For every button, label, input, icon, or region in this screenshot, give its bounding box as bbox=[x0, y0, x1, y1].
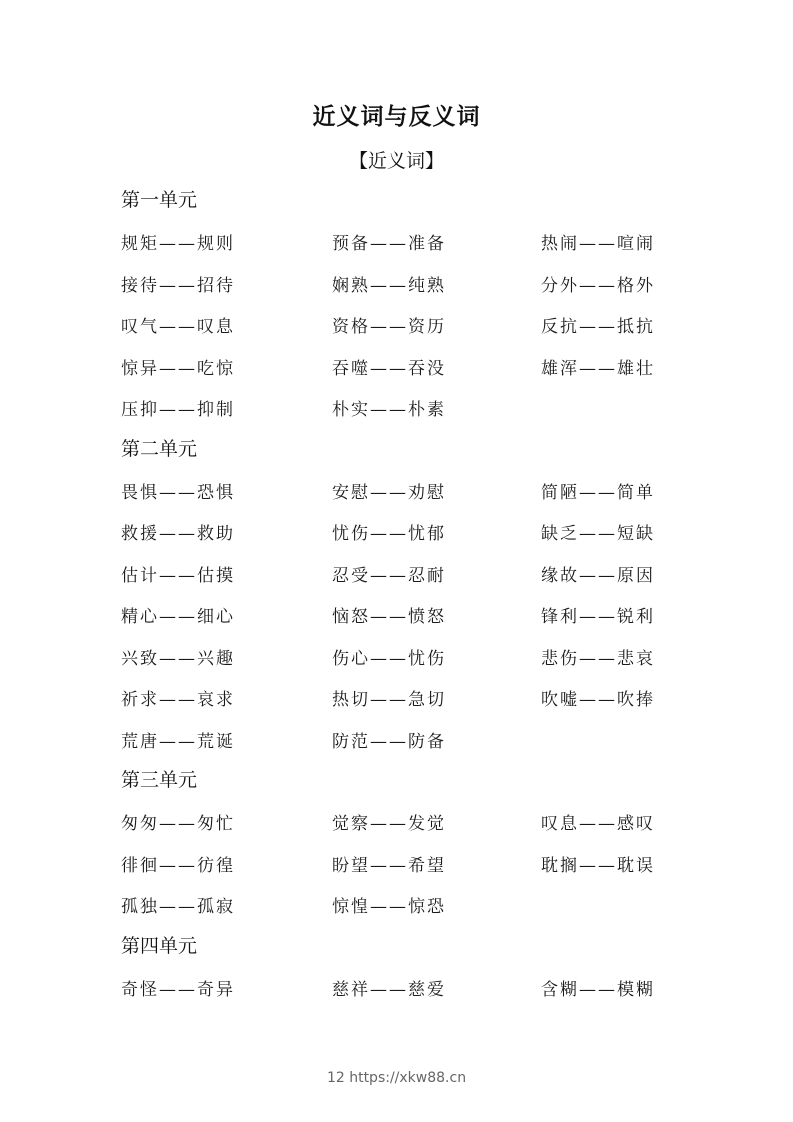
synonym-pair: 压抑——抑制 bbox=[121, 400, 235, 421]
synonym-pair: 分外——格外 bbox=[541, 275, 655, 296]
pair-row bbox=[121, 884, 681, 926]
pair-row bbox=[121, 221, 681, 263]
synonym-pair: 热闹——喧闹 bbox=[541, 234, 655, 255]
synonym-pair: 兴致——兴趣 bbox=[121, 648, 235, 669]
pair-row bbox=[121, 553, 681, 595]
synonym-pair: 悲伤——悲哀 bbox=[541, 648, 655, 669]
pair-row bbox=[121, 719, 681, 761]
pair-row bbox=[121, 346, 681, 388]
synonym-pair: 恼怒——愤怒 bbox=[332, 607, 446, 628]
synonym-pair: 缺乏——短缺 bbox=[541, 524, 655, 545]
synonym-pair: 预备——准备 bbox=[332, 234, 446, 255]
synonym-pair: 娴熟——纯熟 bbox=[332, 275, 446, 296]
synonym-pair: 锋利——锐利 bbox=[541, 607, 655, 628]
unit-pairs bbox=[121, 801, 681, 926]
synonym-pair: 畏惧——恐惧 bbox=[121, 482, 235, 503]
synonym-pair: 慈祥——慈爱 bbox=[332, 979, 446, 1000]
synonym-pair: 反抗——抵抗 bbox=[541, 317, 655, 338]
pair-row bbox=[121, 967, 681, 1009]
synonym-pair: 朴实——朴素 bbox=[332, 400, 446, 421]
unit-pairs bbox=[121, 967, 681, 1009]
synonym-list bbox=[121, 180, 681, 1008]
synonym-pair: 缘故——原因 bbox=[541, 565, 655, 586]
synonym-pair: 徘徊——彷徨 bbox=[121, 855, 235, 876]
synonym-pair: 奇怪——奇异 bbox=[121, 979, 235, 1000]
synonym-pair: 吞噬——吞没 bbox=[332, 358, 446, 379]
synonym-pair: 忍受——忍耐 bbox=[332, 565, 446, 586]
pair-row bbox=[121, 594, 681, 636]
pair-row bbox=[121, 470, 681, 512]
pair-row bbox=[121, 636, 681, 678]
unit-pairs bbox=[121, 221, 681, 429]
synonym-pair: 觉察——发觉 bbox=[332, 814, 446, 835]
synonym-pair: 接待——招待 bbox=[121, 275, 235, 296]
synonym-pair: 盼望——希望 bbox=[332, 855, 446, 876]
synonym-pair: 耽搁——耽误 bbox=[541, 855, 655, 876]
synonym-pair: 估计——估摸 bbox=[121, 565, 235, 586]
synonym-pair: 吹嘘——吹捧 bbox=[541, 690, 655, 711]
synonym-pair: 叹气——叹息 bbox=[121, 317, 235, 338]
synonym-pair: 孤独——孤寂 bbox=[121, 897, 235, 918]
synonym-pair: 精心——细心 bbox=[121, 607, 235, 628]
synonym-pair: 匆匆——匆忙 bbox=[121, 814, 235, 835]
synonym-pair: 叹息——感叹 bbox=[541, 814, 655, 835]
pair-row bbox=[121, 387, 681, 429]
synonym-pair: 忧伤——忧郁 bbox=[332, 524, 446, 545]
unit-heading: 第三单元 bbox=[121, 769, 198, 791]
document-title: 近义词与反义词 bbox=[312, 104, 481, 130]
synonym-pair: 伤心——忧伤 bbox=[332, 648, 446, 669]
section-subtitle: 【近义词】 bbox=[348, 150, 444, 172]
synonym-pair: 雄浑——雄壮 bbox=[541, 358, 655, 379]
synonym-pair: 简陋——简单 bbox=[541, 482, 655, 503]
synonym-pair: 防范——防备 bbox=[332, 731, 446, 752]
pair-row bbox=[121, 304, 681, 346]
pair-row bbox=[121, 843, 681, 885]
synonym-pair: 含糊——模糊 bbox=[541, 979, 655, 1000]
pair-row bbox=[121, 511, 681, 553]
pair-row bbox=[121, 263, 681, 305]
synonym-pair: 资格——资历 bbox=[332, 317, 446, 338]
unit-heading: 第二单元 bbox=[121, 437, 198, 460]
synonym-pair: 祈求——哀求 bbox=[121, 690, 235, 711]
synonym-pair: 救援——救助 bbox=[121, 524, 235, 545]
synonym-pair: 荒唐——荒诞 bbox=[121, 731, 235, 752]
synonym-pair: 惊异——吃惊 bbox=[121, 358, 235, 379]
pair-row bbox=[121, 677, 681, 719]
unit-heading: 第四单元 bbox=[121, 934, 198, 957]
synonym-pair: 规矩——规则 bbox=[121, 234, 235, 255]
unit-pairs bbox=[121, 470, 681, 761]
page-footer: 12 https://xkw88.cn bbox=[326, 1070, 467, 1086]
synonym-pair: 热切——急切 bbox=[332, 690, 446, 711]
synonym-pair: 安慰——劝慰 bbox=[332, 482, 446, 503]
unit-heading: 第一单元 bbox=[121, 189, 198, 211]
synonym-pair: 惊惶——惊恐 bbox=[332, 897, 446, 918]
pair-row bbox=[121, 801, 681, 843]
